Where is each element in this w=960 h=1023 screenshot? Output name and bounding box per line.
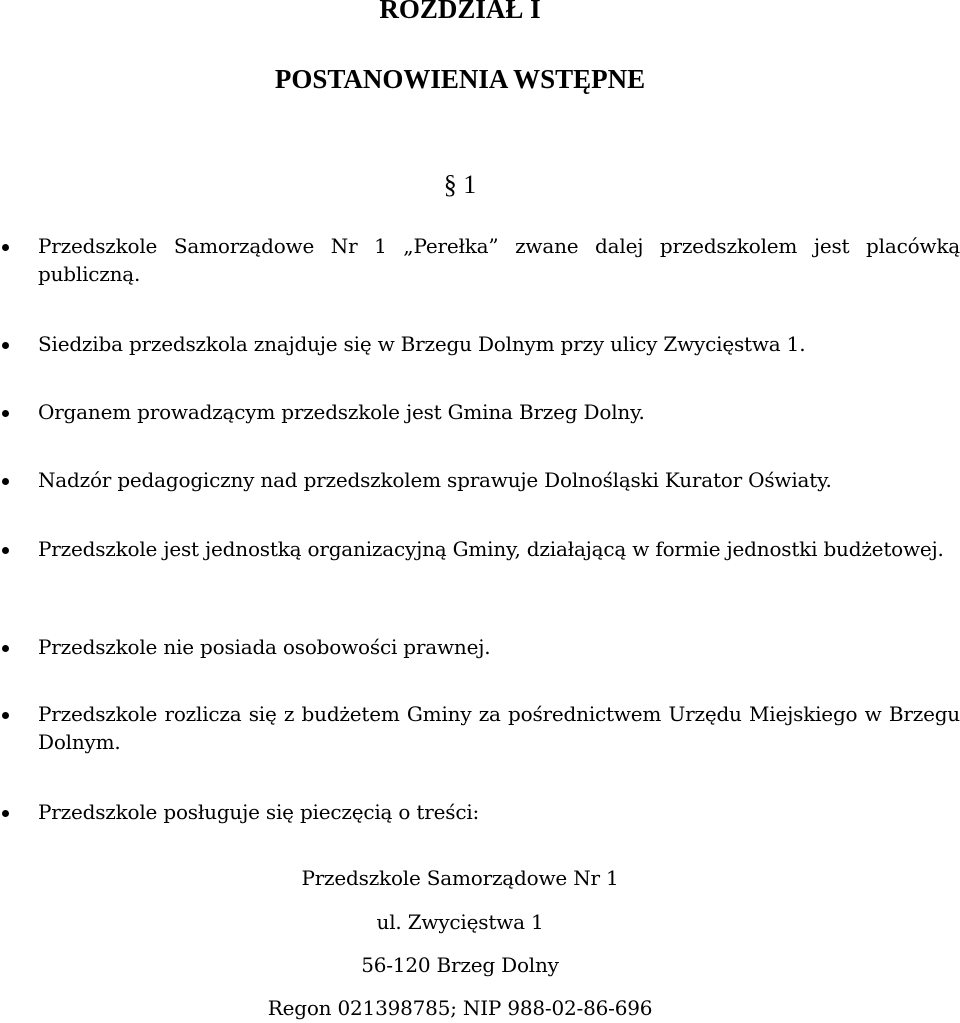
list-item-text: Przedszkole jest jednostką organizacyjną Gminy, działającą w formie jednostki budżetowej. [38,537,944,561]
stamp-line: Regon 021398785; NIP 988-02-86-696 [267,996,653,1020]
list-item-text: Organem prowadzącym przedszkole jest Gmina Brzeg Dolny. [38,400,645,424]
bullet-icon [2,810,9,817]
list-item-text: Nadzór pedagogiczny nad przedszkolem sprawuje Dolnośląski Kurator Oświaty. [38,468,832,492]
list-item-text: Przedszkole rozlicza się z budżetem Gminy za pośrednictwem Urzędu Miejskiego w Brzegu Dolnym. [38,702,960,754]
bullet-icon [2,645,9,652]
bullet-icon [2,342,9,349]
list-item-text: Przedszkole posługuje się pieczęcią o treści: [38,800,480,824]
stamp-line: 56-120 Brzeg Dolny [361,953,559,977]
bullet-icon [2,410,9,417]
chapter-number: ROZDZIAŁ I [379,0,541,24]
bullet-icon [2,244,9,251]
stamp-line: Przedszkole Samorządowe Nr 1 [301,866,619,890]
section-heading: § 1 [443,170,477,199]
list-item-text: Siedziba przedszkola znajduje się w Brzegu Dolnym przy ulicy Zwycięstwa 1. [38,332,806,356]
bullet-icon [2,478,9,485]
bullet-icon [2,547,9,554]
list-item-text: Przedszkole Samorządowe Nr 1 „Perełka” zwane dalej przedszkolem jest placówką publiczną. [38,234,960,286]
bullet-icon [2,712,9,719]
stamp-line: ul. Zwycięstwa 1 [376,910,544,934]
chapter-title: POSTANOWIENIA WSTĘPNE [274,64,646,94]
list-item-text: Przedszkole nie posiada osobowości prawnej. [38,635,491,659]
